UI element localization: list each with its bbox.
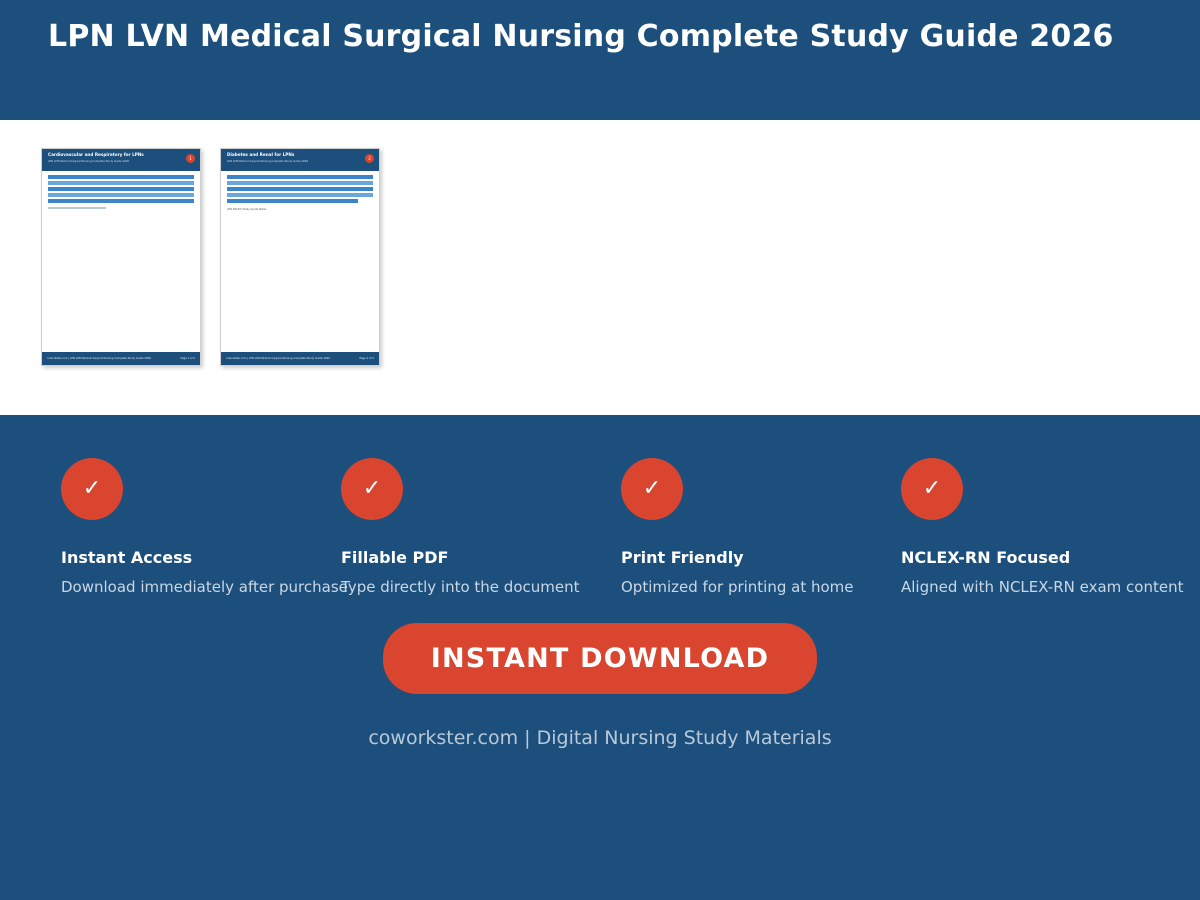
feature-description: Aligned with NCLEX-RN exam content bbox=[901, 578, 1184, 596]
thumbnail-2-title: Diabetes and Renal for LPNs bbox=[227, 152, 295, 157]
footer-note: coworkster.com | Digital Nursing Study Materials bbox=[368, 727, 832, 749]
content-bar bbox=[48, 187, 194, 191]
check-icon: ✓ bbox=[621, 458, 683, 520]
page-thumbnail-1[interactable] bbox=[41, 148, 201, 366]
content-line bbox=[48, 207, 106, 209]
features-panel bbox=[0, 415, 1200, 900]
cta-container bbox=[0, 623, 1200, 694]
feature-instant-access bbox=[0, 458, 348, 596]
thumbnail-2-footer-right: Page 2 of 2 bbox=[359, 357, 374, 360]
instant-download-button[interactable]: INSTANT DOWNLOAD bbox=[383, 623, 817, 694]
feature-description: Type directly into the document bbox=[341, 578, 580, 596]
feature-description: Download immediately after purchase bbox=[61, 578, 348, 596]
content-bar bbox=[227, 175, 373, 179]
check-icon: ✓ bbox=[901, 458, 963, 520]
thumbnail-1-header bbox=[42, 149, 200, 171]
thumbnail-1-footer-left: coworkster.com | LPN LVN Medical Surgical Nursing Complete Study Guide 2026 bbox=[47, 357, 151, 360]
content-bar bbox=[227, 187, 373, 191]
thumbnail-2-caption: LPN NCLEX Study Guide Notes bbox=[227, 208, 267, 211]
feature-title: NCLEX-RN Focused bbox=[901, 548, 1071, 567]
check-icon: ✓ bbox=[61, 458, 123, 520]
thumbnail-1-footer bbox=[42, 352, 200, 365]
feature-title: Fillable PDF bbox=[341, 548, 449, 567]
thumbnail-2-header bbox=[221, 149, 379, 171]
thumbnail-2-subtitle: LPN LVN Medical Surgical Nursing Complete Study Guide 2026 bbox=[227, 160, 308, 163]
page-header bbox=[0, 0, 1200, 120]
feature-print-friendly bbox=[560, 458, 854, 596]
feature-title: Print Friendly bbox=[621, 548, 744, 567]
thumbnail-2-page-badge: 2 bbox=[365, 154, 374, 163]
content-bar bbox=[227, 199, 358, 203]
check-icon: ✓ bbox=[341, 458, 403, 520]
page-thumbnail-2[interactable] bbox=[220, 148, 380, 366]
feature-title: Instant Access bbox=[61, 548, 193, 567]
thumbnail-1-footer-right: Page 1 of 2 bbox=[180, 357, 195, 360]
thumbnail-1-body bbox=[42, 171, 200, 209]
thumbnail-1-title: Cardiovascular and Respiratory for LPNs bbox=[48, 152, 144, 157]
feature-fillable-pdf bbox=[280, 458, 580, 596]
feature-nclex-focused bbox=[840, 458, 1184, 596]
thumbnail-2-footer bbox=[221, 352, 379, 365]
content-bar bbox=[48, 193, 194, 197]
thumbnail-2-body bbox=[221, 171, 379, 211]
content-bar bbox=[48, 175, 194, 179]
thumbnail-1-subtitle: LPN LVN Medical Surgical Nursing Complete Study Guide 2026 bbox=[48, 160, 129, 163]
content-bar bbox=[227, 181, 373, 185]
features-list bbox=[0, 415, 1200, 596]
thumbnail-2-footer-left: coworkster.com | LPN LVN Medical Surgical Nursing Complete Study Guide 2026 bbox=[226, 357, 330, 360]
thumbnail-1-page-badge: 1 bbox=[186, 154, 195, 163]
preview-strip bbox=[0, 120, 1200, 415]
content-bar bbox=[227, 193, 373, 197]
content-bar bbox=[48, 199, 194, 203]
content-bar bbox=[48, 181, 194, 185]
page-title: LPN LVN Medical Surgical Nursing Complete Study Guide 2026 bbox=[48, 19, 1114, 54]
feature-description: Optimized for printing at home bbox=[621, 578, 854, 596]
